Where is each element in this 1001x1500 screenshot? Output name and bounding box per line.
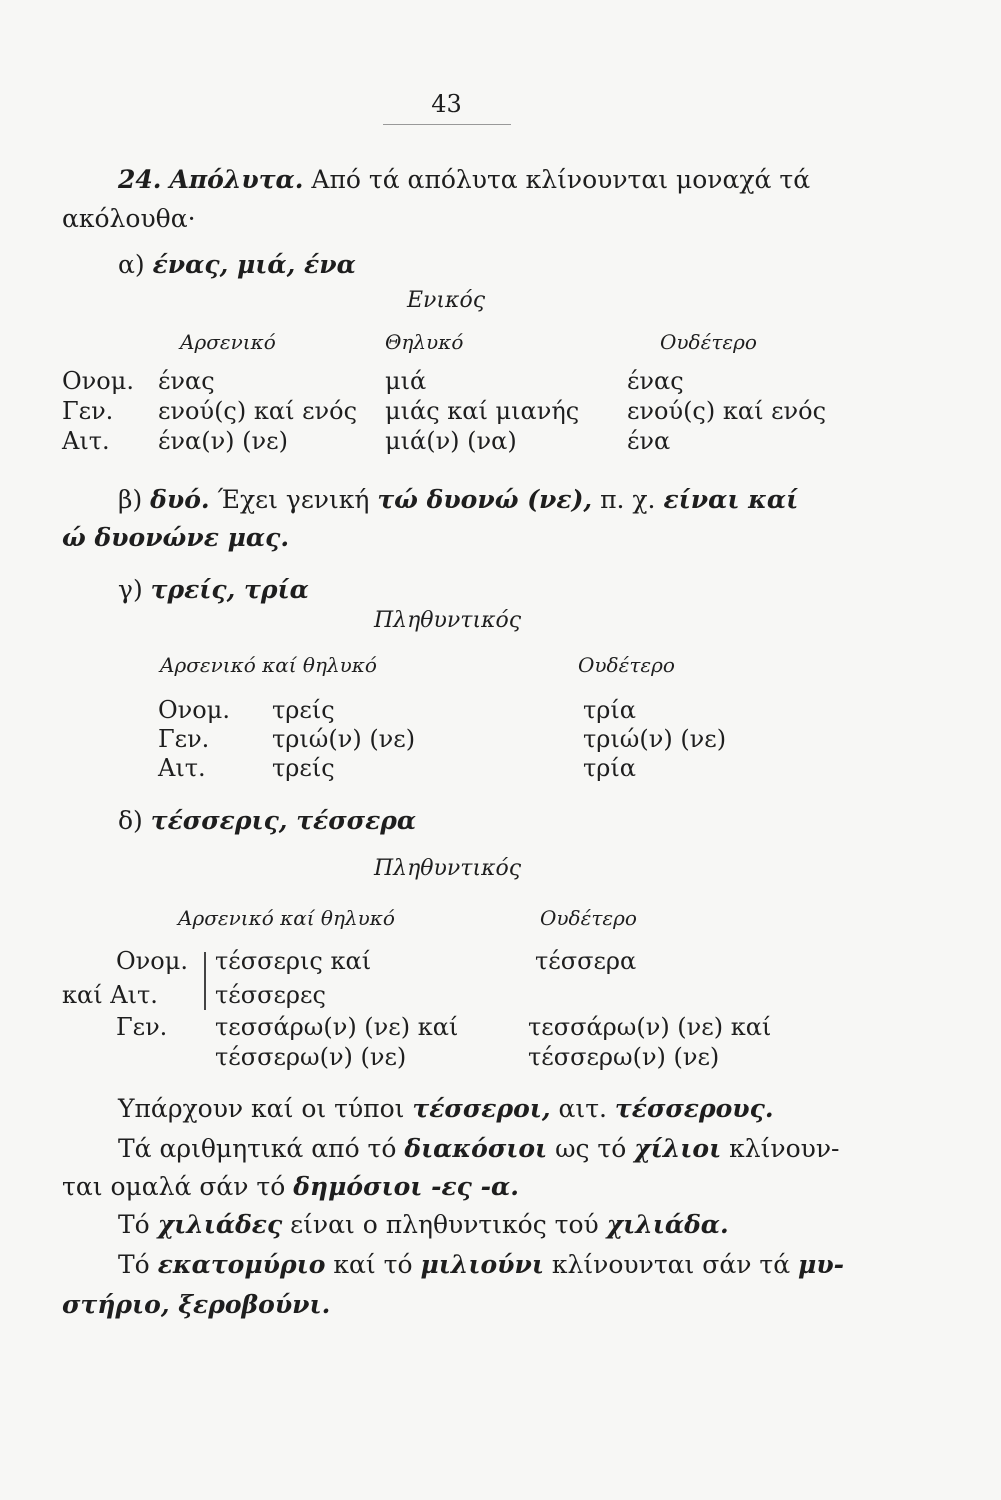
subsection-b-genitive: τώ δυονώ (νε), (377, 485, 593, 514)
note-text: Υπάρχουν καί οι τύποι (118, 1094, 413, 1123)
subsection-c-marker: γ) (118, 575, 143, 604)
note-term: τέσσεροι, (412, 1094, 551, 1123)
subsection-b-word: δυό. (150, 485, 210, 514)
note-text: ως τό (547, 1134, 635, 1163)
note-term: χιλιάδες (157, 1210, 283, 1239)
note-text: Τά αριθμητικά από τό (118, 1134, 405, 1163)
a-row-fem: μιάς καί μιανής (385, 397, 580, 425)
section-number: 24. (118, 165, 162, 194)
note-text: ται ομαλά σάν τό (62, 1172, 294, 1201)
note-paragraph-3 (118, 1210, 729, 1240)
section-24-intro (118, 165, 810, 195)
a-col-masc: Αρσενικό (180, 330, 276, 354)
a-row-masc: ένας (158, 367, 215, 395)
d-col-mf: Αρσενικό καί θηλυκό (178, 906, 395, 930)
a-col-fem: Θηλυκό (385, 330, 464, 354)
note-term: χίλιοι (634, 1134, 722, 1163)
c-number-label: Πληθυντικός (374, 608, 522, 633)
note-text: κλίνουνται σάν τά (543, 1250, 799, 1279)
note-term: χιλιάδα. (606, 1210, 729, 1239)
subsection-b-eg: π. χ. (592, 485, 664, 514)
c-row-neut: τρία (583, 754, 637, 782)
d-nom-neut: τέσσερα (535, 947, 637, 975)
a-row-masc: ένα(ν) (νε) (158, 427, 288, 455)
subsection-b-line1 (118, 485, 798, 515)
c-row-case: Αιτ. (158, 754, 206, 782)
d-gen-mf-2: τέσσερω(ν) (νε) (215, 1043, 407, 1071)
note-term: τέσσερους. (614, 1094, 774, 1123)
d-col-neut: Ουδέτερο (540, 906, 637, 930)
subsection-b-line2: ώ δυονώνε μας. (62, 523, 290, 552)
d-gen-neut-2: τέσσερω(ν) (νε) (528, 1043, 720, 1071)
subsection-b-marker: β) (118, 485, 143, 514)
c-row-case: Ονομ. (158, 696, 230, 724)
note-term: μιλιούνι (420, 1250, 544, 1279)
c-col-mf: Αρσενικό καί θηλυκό (160, 653, 377, 677)
note-term: διακόσιοι (404, 1134, 548, 1163)
note-term: μυ- (798, 1250, 845, 1279)
subsection-c-heading (118, 575, 309, 605)
a-col-neut: Ουδέτερο (660, 330, 757, 354)
section-title: Απόλυτα. (169, 165, 304, 194)
note-paragraph-2-line1 (118, 1134, 840, 1164)
c-row-case: Γεν. (158, 725, 210, 753)
c-row-neut: τρία (583, 696, 637, 724)
subsection-d-title: τέσσερις, τέσσερα (150, 806, 417, 835)
a-row-neut: ένας (627, 367, 684, 395)
d-gen-mf-1: τεσσάρω(ν) (νε) καί (215, 1013, 459, 1041)
c-row-mf: τριώ(ν) (νε) (272, 725, 416, 753)
note-text: Τό (118, 1210, 158, 1239)
page-number: 43 (431, 90, 462, 118)
d-nom-mf-2: τέσσερες (215, 981, 326, 1009)
c-col-neut: Ουδέτερο (578, 653, 675, 677)
subsection-d-heading (118, 806, 416, 836)
note-paragraph-1 (118, 1094, 774, 1124)
c-row-neut: τριώ(ν) (νε) (583, 725, 727, 753)
subsection-a-heading (118, 250, 356, 280)
note-paragraph-4-line1 (118, 1250, 844, 1280)
a-row-fem: μιά (385, 367, 427, 395)
d-case-acc: καί Αιτ. (62, 981, 158, 1009)
section-intro-text: Από τά απόλυτα κλίνουνται μοναχά τά (303, 165, 811, 194)
section-intro-line2: ακόλουθα· (62, 204, 196, 233)
note-text: Τό (118, 1250, 158, 1279)
d-nom-mf-1: τέσσερις καί (215, 947, 372, 975)
note-term: δημόσιοι -ες -α. (293, 1172, 519, 1201)
note-paragraph-4-line2: στήριο, ξεροβούνι. (62, 1290, 331, 1319)
subsection-b-text: Έχει γενική (209, 485, 378, 514)
subsection-a-title: ένας, μιά, ένα (152, 250, 356, 279)
d-gen-neut-1: τεσσάρω(ν) (νε) καί (528, 1013, 772, 1041)
note-text: αιτ. (550, 1094, 615, 1123)
d-case-gen: Γεν. (116, 1013, 168, 1041)
a-row-masc: ενού(ς) καί ενός (158, 397, 358, 425)
note-text: καί τό (325, 1250, 421, 1279)
note-term: εκατομύριο (157, 1250, 326, 1279)
subsection-a-marker: α) (118, 250, 145, 279)
a-row-neut: ένα (627, 427, 671, 455)
subsection-c-title: τρείς, τρία (150, 575, 309, 604)
header-rule (383, 124, 511, 125)
a-row-case: Ονομ. (62, 367, 134, 395)
a-row-neut: ενού(ς) καί ενός (627, 397, 827, 425)
d-brace (204, 952, 206, 1010)
subsection-d-marker: δ) (118, 806, 143, 835)
c-row-mf: τρείς (272, 754, 335, 782)
a-number-label: Ενικός (407, 288, 486, 313)
subsection-b-example: είναι καί (663, 485, 799, 514)
a-row-case: Αιτ. (62, 427, 110, 455)
note-text: είναι ο πληθυντικός τού (282, 1210, 607, 1239)
d-case-nom: Ονομ. (116, 947, 188, 975)
a-row-case: Γεν. (62, 397, 114, 425)
c-row-mf: τρείς (272, 696, 335, 724)
note-text: κλίνουν- (721, 1134, 840, 1163)
note-paragraph-2-line2 (62, 1172, 519, 1202)
d-number-label: Πληθυντικός (374, 856, 522, 881)
a-row-fem: μιά(ν) (να) (385, 427, 517, 455)
